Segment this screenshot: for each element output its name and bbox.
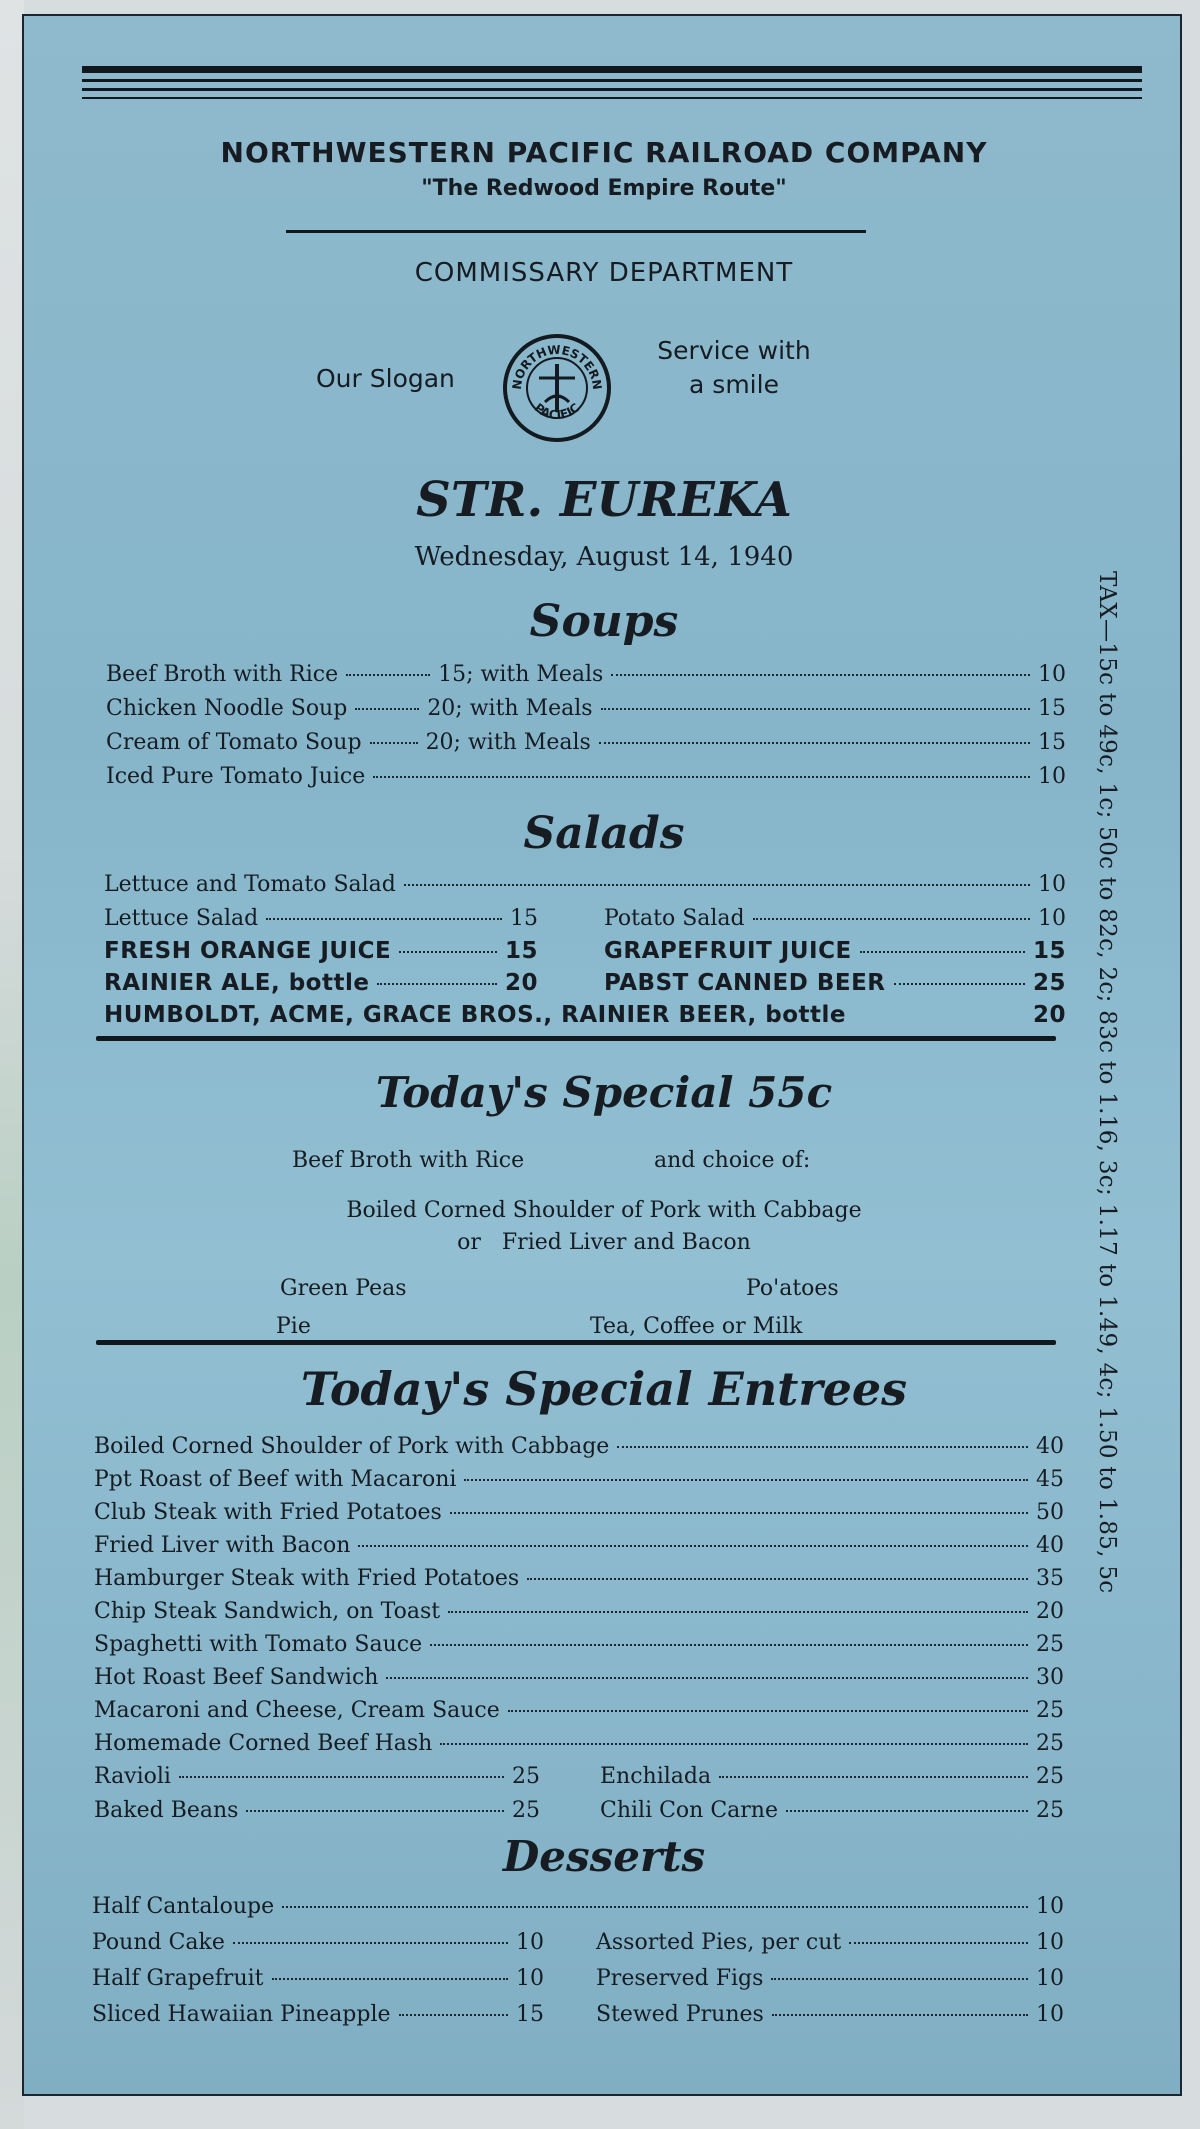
item-price: 35 [1036, 1566, 1064, 1591]
item-name: HUMBOLDT, ACME, GRACE BROS., RAINIER BEER, bottle [104, 1002, 847, 1028]
leader-dots [617, 1446, 1028, 1448]
header-rule [82, 88, 1142, 91]
item-name: Lettuce Salad [104, 906, 259, 931]
item-price: 10 [1036, 1894, 1064, 1919]
leader-dots [450, 1512, 1028, 1514]
dessert-row [92, 1966, 544, 1991]
item-name: Cream of Tomato Soup [106, 730, 362, 755]
dessert-row [596, 2002, 1064, 2027]
entrees-title: Today's Special Entrees [300, 1362, 908, 1416]
drink-row [104, 970, 538, 996]
item-price: 15 [1038, 730, 1066, 755]
item-price: 25 [1036, 1764, 1064, 1789]
item-name: Half Grapefruit [92, 1966, 264, 1991]
leader-dots [860, 951, 1025, 953]
item-name: Potato Salad [604, 906, 745, 931]
special-title: Today's Special 55c [375, 1068, 833, 1117]
item-name: Preserved Figs [596, 1966, 764, 1991]
leader-dots [719, 1776, 1028, 1778]
slogan-line-2: a smile [689, 370, 779, 399]
leader-dots [772, 2014, 1028, 2016]
item-price: 25 [512, 1764, 540, 1789]
leader-dots [508, 1710, 1028, 1712]
item-price: 50 [1036, 1500, 1064, 1525]
leader-dots [386, 1677, 1028, 1679]
item-price: 25 [1036, 1632, 1064, 1657]
soups-title: Soups [529, 596, 679, 647]
entree-row [600, 1764, 1064, 1789]
item-price: 30 [1036, 1665, 1064, 1690]
section-divider [96, 1340, 1056, 1345]
item-name: Baked Beans [94, 1798, 239, 1823]
soup-row [106, 730, 1066, 755]
item-name: GRAPEFRUIT JUICE [604, 938, 852, 964]
seal-text-top: NORTHWESTERN [509, 342, 605, 391]
leader-dots [246, 1810, 504, 1812]
item-price: 15 [1038, 696, 1066, 721]
item-name: Homemade Corned Beef Hash [94, 1731, 433, 1756]
item-price: 10 [1038, 764, 1066, 789]
leader-dots [430, 1644, 1028, 1646]
leader-dots [377, 983, 497, 985]
entree-row [94, 1764, 540, 1789]
salad-row [604, 906, 1066, 931]
item-name: Beef Broth with Rice [106, 662, 339, 687]
item-price: 10 [1036, 1966, 1064, 1991]
leader-dots [358, 1545, 1028, 1547]
item-price: 20 [504, 970, 538, 996]
drink-row [604, 970, 1066, 996]
dessert-row [92, 1894, 1064, 1919]
item-name: Pound Cake [92, 1930, 225, 1955]
slogan-line-1: Service with [657, 336, 811, 365]
special-line: Po'atoes [746, 1276, 839, 1301]
leader-dots [849, 1942, 1028, 1944]
soup-row [106, 696, 1066, 721]
item-name: Hot Roast Beef Sandwich [94, 1665, 379, 1690]
leader-dots [355, 708, 419, 710]
leader-dots [404, 884, 1030, 886]
drink-row [104, 938, 538, 964]
item-meal-price: 20; with Meals [425, 730, 591, 755]
leader-dots [440, 1743, 1028, 1745]
leader-dots [399, 2014, 508, 2016]
leader-dots [266, 918, 502, 920]
leader-dots [786, 1810, 1028, 1812]
company-name: NORTHWESTERN PACIFIC RAILROAD COMPANY [220, 136, 988, 169]
item-name: Iced Pure Tomato Juice [106, 764, 366, 789]
entree-row [94, 1798, 540, 1823]
drink-row [604, 938, 1066, 964]
item-name: PABST CANNED BEER [604, 970, 886, 996]
drink-row [104, 1002, 1066, 1028]
special-line: Boiled Corned Shoulder of Pork with Cabbage [346, 1198, 862, 1223]
leader-dots [282, 1906, 1028, 1908]
item-name: Macaroni and Cheese, Cream Sauce [94, 1698, 500, 1723]
department-name: COMMISSARY DEPARTMENT [414, 258, 794, 288]
dessert-row [92, 1930, 544, 1955]
seal-text-bottom: PACIFIC [531, 400, 583, 423]
item-meal-price: 15; with Meals [438, 662, 604, 687]
item-name: Assorted Pies, per cut [596, 1930, 842, 1955]
item-meal-price: 20; with Meals [427, 696, 593, 721]
item-price: 10 [1036, 2002, 1064, 2027]
item-name: Spaghetti with Tomato Sauce [94, 1632, 423, 1657]
railroad-seal-icon [501, 332, 613, 444]
entree-row [94, 1731, 1064, 1756]
item-name: Hamburger Steak with Fried Potatoes [94, 1566, 520, 1591]
leader-dots [527, 1578, 1028, 1580]
divider [286, 230, 866, 233]
leader-dots [373, 776, 1030, 778]
ship-name: STR. EUREKA [416, 472, 792, 528]
desserts-title: Desserts [502, 1832, 706, 1881]
salads-title: Salads [523, 808, 685, 859]
item-name: Chili Con Carne [600, 1798, 778, 1823]
item-price: 45 [1036, 1467, 1064, 1492]
item-name: Boiled Corned Shoulder of Pork with Cabbage [94, 1434, 610, 1459]
item-price: 10 [1038, 662, 1066, 687]
entree-row [94, 1665, 1064, 1690]
soup-row [106, 764, 1066, 789]
slogan-text [634, 334, 834, 402]
company-tagline: "The Redwood Empire Route" [421, 176, 787, 201]
item-price: 10 [516, 1930, 544, 1955]
item-price: 15 [504, 938, 538, 964]
item-name: Fried Liver with Bacon [94, 1533, 351, 1558]
leader-dots [771, 1978, 1028, 1980]
salad-row [104, 906, 538, 931]
special-line: Green Peas [280, 1276, 407, 1301]
section-divider [96, 1036, 1056, 1041]
item-name: Club Steak with Fried Potatoes [94, 1500, 442, 1525]
item-name: FRESH ORANGE JUICE [104, 938, 392, 964]
entree-row [94, 1632, 1064, 1657]
item-name: RAINIER ALE, bottle [104, 970, 370, 996]
salad-row [104, 872, 1066, 897]
leader-dots [448, 1611, 1028, 1613]
dessert-row [596, 1930, 1064, 1955]
item-price: 40 [1036, 1434, 1064, 1459]
item-name: Lettuce and Tomato Salad [104, 872, 396, 897]
special-line: or Fried Liver and Bacon [457, 1230, 751, 1255]
item-price: 20 [1036, 1599, 1064, 1624]
header-rule [82, 97, 1142, 99]
leader-dots [601, 708, 1030, 710]
entree-row [94, 1566, 1064, 1591]
entree-row [94, 1698, 1064, 1723]
entree-row [94, 1467, 1064, 1492]
soup-row [106, 662, 1066, 687]
item-name: Ravioli [94, 1764, 171, 1789]
header-rule [82, 66, 1142, 73]
item-price: 15 [516, 2002, 544, 2027]
leader-dots [464, 1479, 1028, 1481]
item-price: 25 [1036, 1731, 1064, 1756]
item-name: Sliced Hawaiian Pineapple [92, 2002, 391, 2027]
special-line: Beef Broth with Rice [292, 1148, 525, 1173]
item-name: Enchilada [600, 1764, 712, 1789]
special-line: Pie [276, 1314, 311, 1339]
item-name: Ppt Roast of Beef with Macaroni [94, 1467, 457, 1492]
item-price: 10 [1038, 872, 1066, 897]
item-price: 10 [1038, 906, 1066, 931]
entree-row [94, 1500, 1064, 1525]
item-price: 25 [1032, 970, 1066, 996]
header-rule [82, 79, 1142, 82]
entree-row [94, 1599, 1064, 1624]
slogan-label: Our Slogan [316, 364, 455, 393]
special-line: and choice of: [654, 1148, 811, 1173]
item-name: Stewed Prunes [596, 2002, 764, 2027]
leader-dots [233, 1942, 508, 1944]
dessert-row [596, 1966, 1064, 1991]
item-name: Half Cantaloupe [92, 1894, 275, 1919]
tax-note: TAX—15c to 49c, 1c; 50c to 82c, 2c; 83c to 1.16, 3c; 1.17 to 1.49, 4c; 1.50 to 1.85, 5c [1094, 571, 1120, 1594]
leader-dots [611, 674, 1030, 676]
item-price: 25 [1036, 1798, 1064, 1823]
leader-dots [599, 742, 1030, 744]
leader-dots [753, 918, 1030, 920]
item-price: 20 [1032, 1002, 1066, 1028]
item-price: 15 [510, 906, 538, 931]
item-price: 25 [512, 1798, 540, 1823]
leader-dots [399, 951, 497, 953]
leader-dots [894, 983, 1025, 985]
entree-row [94, 1434, 1064, 1459]
item-price: 25 [1036, 1698, 1064, 1723]
menu-date: Wednesday, August 14, 1940 [414, 542, 794, 572]
item-name: Chip Steak Sandwich, on Toast [94, 1599, 441, 1624]
entree-row [94, 1533, 1064, 1558]
item-name: Chicken Noodle Soup [106, 696, 348, 721]
leader-dots [346, 674, 430, 676]
photo-background [0, 0, 24, 2129]
leader-dots [272, 1978, 509, 1980]
entree-row [600, 1798, 1064, 1823]
item-price: 15 [1032, 938, 1066, 964]
special-line: Tea, Coffee or Milk [590, 1314, 803, 1339]
item-price: 10 [1036, 1930, 1064, 1955]
item-price: 10 [516, 1966, 544, 1991]
leader-dots [370, 742, 418, 744]
leader-dots [179, 1776, 504, 1778]
dessert-row [92, 2002, 544, 2027]
menu-card [22, 14, 1182, 2096]
item-price: 40 [1036, 1533, 1064, 1558]
